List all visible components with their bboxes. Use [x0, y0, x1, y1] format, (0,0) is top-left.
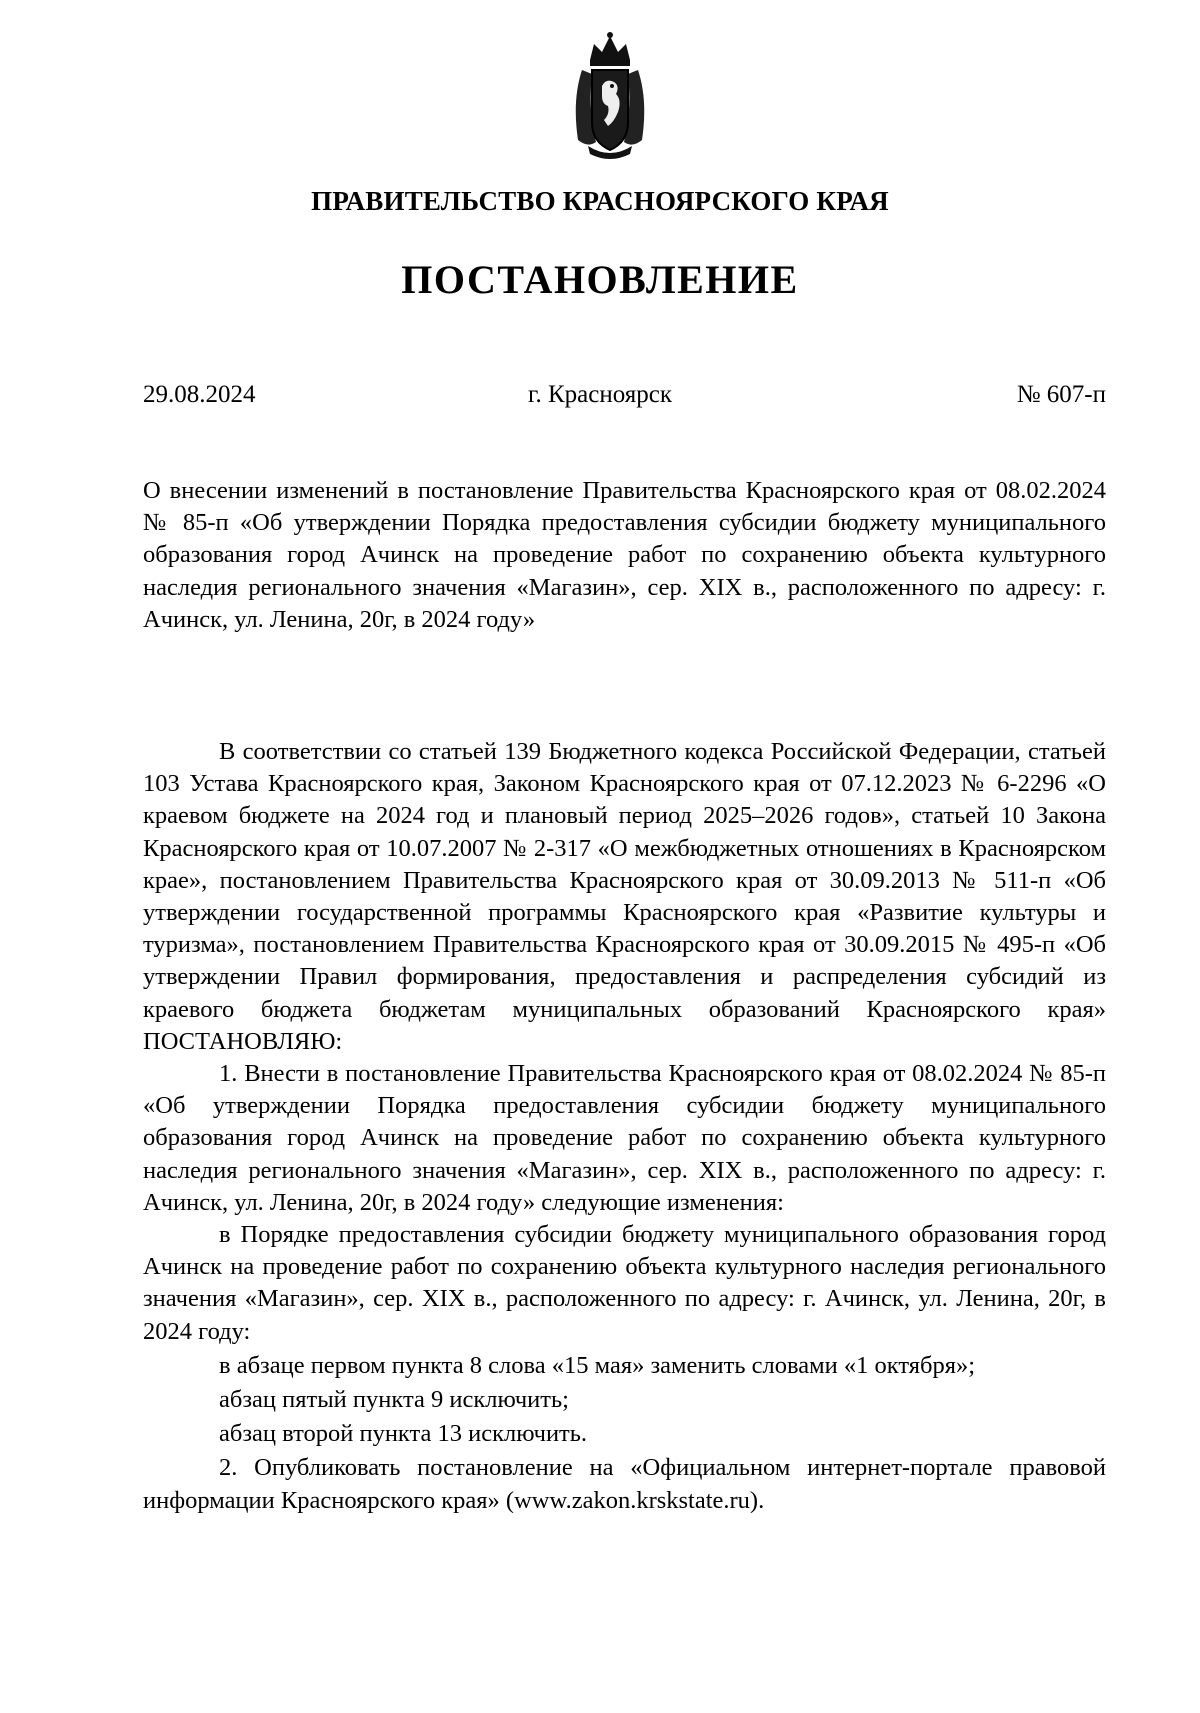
krasnoyarsk-coat-of-arms-icon: [568, 30, 652, 162]
document-type-title: ПОСТАНОВЛЕНИЕ: [401, 257, 799, 302]
item-2-paragraph: 2. Опубликовать постановление на «Официальном интернет-портале правовой информации Красноярского края» (www.zakon.krskstate.ru).: [143, 1454, 1106, 1514]
document-city: г. Красноярск: [528, 381, 672, 408]
document-body: [143, 736, 1106, 1517]
change-2-paragraph: абзац пятый пункта 9 исключить;: [219, 1386, 569, 1414]
change-1-paragraph: в абзаце первом пункта 8 слова «15 мая» заменить словами «1 октября»;: [219, 1351, 976, 1379]
item-1-paragraph: 1. Внести в постановление Правительства Красноярского края от 08.02.2024 № 85-п «Об утверждении Порядка предоставления субсидии бюджету муниципального образования город Ачинск на проведение работ по сохранению объекта культурного наследия регионального значения «Магазин», сер. XIX в., расположенного по адресу: г. Ачинск, ул. Ленина, 20г, в 2024 году» следующие изменения:: [143, 1060, 1106, 1216]
authority-title: ПРАВИТЕЛЬСТВО КРАСНОЯРСКОГО КРАЯ: [311, 186, 889, 216]
document-number: № 607-п: [1016, 381, 1106, 408]
document-subject: О внесении изменений в постановление Правительства Красноярского края от 08.02.2024 № 85-п «Об утверждении Порядка предоставления субсидии бюджету муниципального образования город Ачинск на проведение работ по сохранению объекта культурного наследия регионального значения «Магазин», сер. XIX в., расположенного по адресу: г. Ачинск, ул. Ленина, 20г, в 2024 году»: [143, 477, 1106, 633]
document-date: 29.08.2024: [143, 381, 256, 408]
change-3-paragraph: абзац второй пункта 13 исключить.: [219, 1420, 588, 1448]
preamble-paragraph: В соответствии со статьей 139 Бюджетного кодекса Российской Федерации, статьей 103 Устава Красноярского края, Законом Красноярского края от 07.12.2023 № 6-2296 «О краевом бюджете на 2024 год и плановый период 2025–2026 годов», статьей 10 Закона Красноярского края от 10.07.2007 № 2-317 «О межбюджетных отношениях в Красноярском крае», постановлением Правительства Красноярского края от 30.09.2013 № 511-п «Об утверждении государственной программы Красноярского края «Развитие культуры и туризма», постановлением Правительства Красноярского края от 30.09.2015 № 495-п «Об утверждении Правил формирования, предоставления и распределения субсидий из краевого бюджета бюджетам муниципальных образований Красноярского края» ПОСТАНОВЛЯЮ:: [143, 738, 1106, 1055]
item-1-intro-paragraph: в Порядке предоставления субсидии бюджету муниципального образования город Ачинск на проведение работ по сохранению объекта культурного наследия регионального значения «Магазин», сер. XIX в., расположенного по адресу: г. Ачинск, ул. Ленина, 20г, в 2024 году:: [143, 1221, 1106, 1345]
